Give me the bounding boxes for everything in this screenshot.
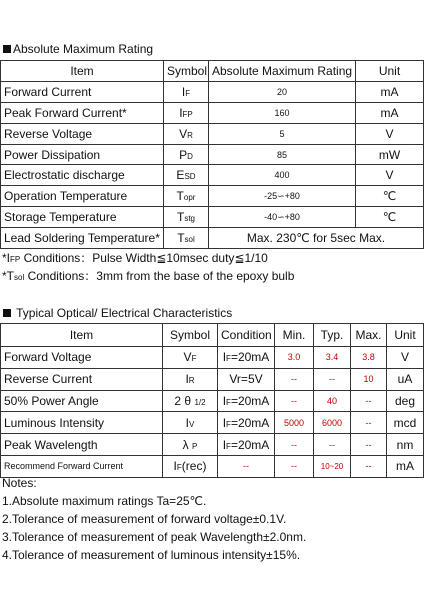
- condition-cell: IF=20mA: [218, 347, 275, 369]
- value-cell: -40∽+80: [209, 207, 356, 228]
- symbol-cell: IF(rec): [163, 455, 218, 477]
- table-header-row: [1, 324, 424, 347]
- value-cell: 85: [209, 144, 356, 165]
- table-row: [1, 368, 424, 390]
- unit-cell: V: [356, 165, 424, 186]
- table-row: [1, 81, 424, 102]
- table-row: [1, 228, 424, 249]
- max-cell: 10: [351, 368, 387, 390]
- symbol-cell: 2 θ 1/2: [163, 390, 218, 412]
- value-cell: Max. 230℃ for 5sec Max.: [209, 228, 424, 249]
- symbol-cell: IV: [163, 412, 218, 434]
- note-item: 2.Tolerance of measurement of forward voltage±0.1V.: [2, 512, 287, 526]
- table-row: [1, 165, 424, 186]
- item-cell: Operation Temperature: [1, 186, 164, 207]
- header-unit: Unit: [387, 324, 424, 347]
- table-row: [1, 144, 424, 165]
- note-item: 1.Absolute maximum ratings Ta=25℃.: [2, 494, 207, 508]
- item-cell: Electrostatic discharge: [1, 165, 164, 186]
- header-item: Item: [1, 324, 163, 347]
- header-max: Max.: [351, 324, 387, 347]
- typ-cell: 6000: [314, 412, 351, 434]
- symbol-cell: Tsol: [164, 228, 209, 249]
- value-cell: 400: [209, 165, 356, 186]
- header-min: Min.: [275, 324, 314, 347]
- unit-cell: mA: [387, 455, 424, 477]
- table-row: [1, 390, 424, 412]
- min-cell: 5000: [275, 412, 314, 434]
- header-rating: Absolute Maximum Rating: [209, 61, 356, 82]
- max-cell: 3.8: [351, 347, 387, 369]
- table-row: [1, 412, 424, 434]
- table-row: [1, 102, 424, 123]
- typ-cell: --: [314, 434, 351, 456]
- unit-cell: V: [356, 123, 424, 144]
- table-row: [1, 434, 424, 456]
- item-cell: Recommend Forward Current: [1, 455, 163, 477]
- table-row: [1, 207, 424, 228]
- item-cell: Peak Wavelength: [1, 434, 163, 456]
- item-cell: Peak Forward Current*: [1, 102, 164, 123]
- unit-cell: ℃: [356, 207, 424, 228]
- item-cell: 50% Power Angle: [1, 390, 163, 412]
- condition-cell: IF=20mA: [218, 434, 275, 456]
- symbol-cell: Tstg: [164, 207, 209, 228]
- item-cell: Luminous Intensity: [1, 412, 163, 434]
- unit-cell: mW: [356, 144, 424, 165]
- header-symbol: Symbol: [164, 61, 209, 82]
- symbol-cell: IFP: [164, 102, 209, 123]
- header-item: Item: [1, 61, 164, 82]
- table-row: [1, 123, 424, 144]
- table-row: [1, 455, 424, 477]
- footnote-tsol: *Tsol Conditions：3mm from the base of the epoxy bulb: [2, 269, 295, 283]
- symbol-cell: IR: [163, 368, 218, 390]
- table-row: [1, 347, 424, 369]
- item-cell: Lead Soldering Temperature*: [1, 228, 164, 249]
- typ-cell: 10~20: [314, 455, 351, 477]
- unit-cell: mA: [356, 102, 424, 123]
- value-cell: -25∽+80: [209, 186, 356, 207]
- typ-cell: --: [314, 368, 351, 390]
- absolute-maximum-rating-table: [0, 60, 424, 249]
- unit-cell: mA: [356, 81, 424, 102]
- typ-cell: 3.4: [314, 347, 351, 369]
- symbol-cell: IF: [164, 81, 209, 102]
- table-row: [1, 186, 424, 207]
- min-cell: --: [275, 390, 314, 412]
- value-cell: 20: [209, 81, 356, 102]
- symbol-cell: λ P: [163, 434, 218, 456]
- condition-cell: IF=20mA: [218, 390, 275, 412]
- unit-cell: uA: [387, 368, 424, 390]
- square-bullet-icon: [3, 45, 11, 53]
- note-item: 3.Tolerance of measurement of peak Wavelength±2.0nm.: [2, 530, 307, 544]
- item-cell: Storage Temperature: [1, 207, 164, 228]
- unit-cell: ℃: [356, 186, 424, 207]
- footnote-ifp: *IFP Conditions：Pulse Width≦10msec duty≦1/10: [2, 251, 268, 265]
- min-cell: --: [275, 434, 314, 456]
- value-cell: 5: [209, 123, 356, 144]
- symbol-cell: PD: [164, 144, 209, 165]
- unit-cell: V: [387, 347, 424, 369]
- table-header-row: [1, 61, 424, 82]
- notes-title: Notes:: [2, 476, 37, 490]
- optical-section-title: Typical Optical/ Electrical Characteristics: [3, 306, 232, 320]
- symbol-cell: Topr: [164, 186, 209, 207]
- unit-cell: mcd: [387, 412, 424, 434]
- square-bullet-icon: [3, 309, 11, 317]
- condition-cell: Vr=5V: [218, 368, 275, 390]
- condition-cell: IF=20mA: [218, 412, 275, 434]
- header-symbol: Symbol: [163, 324, 218, 347]
- max-cell: --: [351, 455, 387, 477]
- item-cell: Power Dissipation: [1, 144, 164, 165]
- amr-section-title: Absolute Maximum Rating: [3, 42, 153, 56]
- optical-characteristics-table: [0, 323, 424, 478]
- symbol-cell: VF: [163, 347, 218, 369]
- unit-cell: nm: [387, 434, 424, 456]
- symbol-cell: VR: [164, 123, 209, 144]
- min-cell: --: [275, 368, 314, 390]
- value-cell: 160: [209, 102, 356, 123]
- header-unit: Unit: [356, 61, 424, 82]
- typ-cell: 40: [314, 390, 351, 412]
- item-cell: Forward Voltage: [1, 347, 163, 369]
- unit-cell: deg: [387, 390, 424, 412]
- min-cell: --: [275, 455, 314, 477]
- item-cell: Reverse Current: [1, 368, 163, 390]
- condition-cell: --: [218, 455, 275, 477]
- note-item: 4.Tolerance of measurement of luminous intensity±15%.: [2, 548, 301, 562]
- header-typ: Typ.: [314, 324, 351, 347]
- min-cell: 3.0: [275, 347, 314, 369]
- max-cell: --: [351, 412, 387, 434]
- item-cell: Forward Current: [1, 81, 164, 102]
- max-cell: --: [351, 434, 387, 456]
- max-cell: --: [351, 390, 387, 412]
- item-cell: Reverse Voltage: [1, 123, 164, 144]
- header-condition: Condition: [218, 324, 275, 347]
- symbol-cell: ESD: [164, 165, 209, 186]
